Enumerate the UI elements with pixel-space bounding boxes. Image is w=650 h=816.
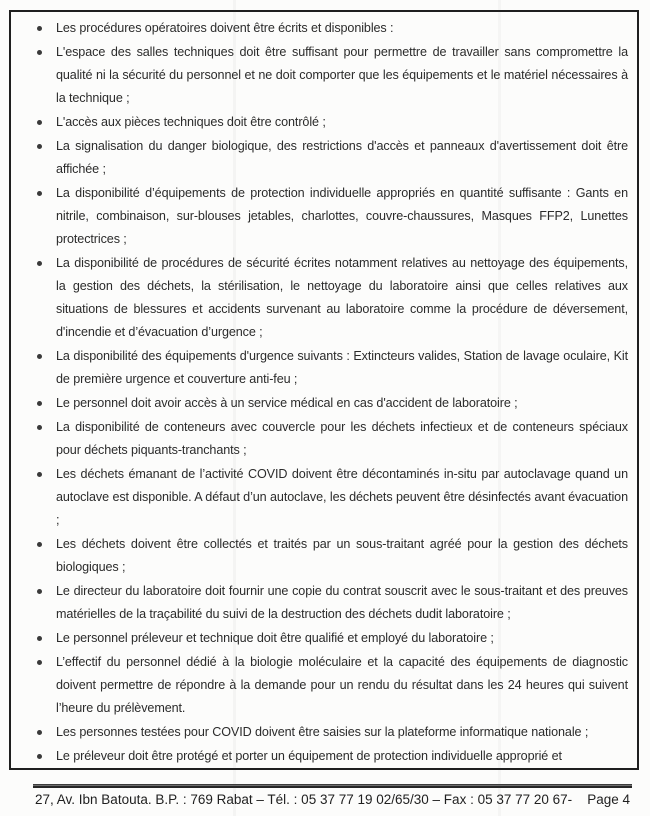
bullet-text: La signalisation du danger biologique, des restrictions d'accès et panneaux d'avertissement doit être affichée ; xyxy=(56,139,628,176)
bullet-text: Les personnes testées pour COVID doivent être saisies sur la plateforme informatique nationale ; xyxy=(56,725,589,739)
bullet-item xyxy=(11,135,628,181)
bullet-icon xyxy=(37,191,42,196)
bullet-icon xyxy=(37,50,42,55)
bullet-item xyxy=(11,463,628,532)
bullet-text: Les déchets émanant de l’activité COVID doivent être décontaminés in-situ par autoclavage quand un autoclave est disponible. A défaut d’un autoclave, les déchets peuvent être désinfectés avant évacuation ; xyxy=(56,467,628,527)
bullet-text: La disponibilité des équipements d'urgence suivants : Extincteurs valides, Station de lavage oculaire, Kit de première urgence et couverture anti-feu ; xyxy=(56,349,628,386)
bullet-icon xyxy=(37,660,42,665)
bullet-item xyxy=(11,392,628,415)
bullet-icon xyxy=(37,425,42,430)
page-number: Page 4 xyxy=(587,792,630,807)
bullet-item xyxy=(11,721,628,744)
bullet-text: Le personnel préleveur et technique doit être qualifié et employé du laboratoire ; xyxy=(56,631,494,645)
bullet-text: Les déchets doivent être collectés et traités par un sous-traitant agréé pour la gestion des déchets biologiques ; xyxy=(56,537,628,574)
bullet-item xyxy=(11,252,628,344)
bullet-item xyxy=(11,580,628,626)
bullet-item xyxy=(11,345,628,391)
bullet-item xyxy=(11,41,628,110)
bullet-text: Les procédures opératoires doivent être écrits et disponibles : xyxy=(56,21,394,35)
bullet-icon xyxy=(37,542,42,547)
bullet-icon xyxy=(37,754,42,759)
bullet-item xyxy=(11,111,628,134)
bullet-item xyxy=(11,533,628,579)
bullet-text: La disponibilité de procédures de sécurité écrites notamment relatives au nettoyage des équipements, la gestion des déchets, la stérilisation, le nettoyage du laboratoire ainsi que celles relatives aux situations de blessures et accidents survenant au laboratoire comme la procédure de déversement, d'incendie et d’évacuation d’urgence ; xyxy=(56,256,628,339)
bullet-text: Le directeur du laboratoire doit fournir une copie du contrat souscrit avec le sous-traitant et des preuves matérielles de la traçabilité du suivi de la destruction des déchets dudit laboratoire ; xyxy=(56,584,628,621)
bullet-item xyxy=(11,651,628,720)
bullet-icon xyxy=(37,730,42,735)
bullet-item xyxy=(11,416,628,462)
bullet-icon xyxy=(37,120,42,125)
bullet-icon xyxy=(37,354,42,359)
bullet-text: L'accès aux pièces techniques doit être contrôlé ; xyxy=(56,115,326,129)
bullet-list xyxy=(11,17,628,768)
bullet-icon xyxy=(37,636,42,641)
bullet-text: La disponibilité d’équipements de protection individuelle appropriés en quantité suffisante : Gants en nitrile, combinaison, sur-blouses jetables, charlottes, couvre-chaussures, Masques FFP2, Lunettes protectrices ; xyxy=(56,186,628,246)
footer-address: 27, Av. Ibn Batouta. B.P. : 769 Rabat – Tél. : 05 37 77 19 02/65/30 – Fax : 05 37 77 20 67- xyxy=(35,792,573,807)
bullet-item xyxy=(11,182,628,251)
bullet-icon xyxy=(37,261,42,266)
bullet-text: L'espace des salles techniques doit être suffisant pour permettre de travailler sans compromettre la qualité ni la sécurité du personnel et ne doit comporter que les équipements et le matériel nécessaires à la technique ; xyxy=(56,45,628,105)
bullet-item xyxy=(11,17,628,40)
bullet-item xyxy=(11,627,628,650)
bullet-text: La disponibilité de conteneurs avec couvercle pour les déchets infectieux et de conteneurs spéciaux pour déchets piquants-tranchants ; xyxy=(56,420,628,457)
bullet-icon xyxy=(37,401,42,406)
bullet-icon xyxy=(37,144,42,149)
bullet-icon xyxy=(37,26,42,31)
bullet-icon xyxy=(37,589,42,594)
bullet-text: Le personnel doit avoir accès à un service médical en cas d'accident de laboratoire ; xyxy=(56,396,518,410)
content-border-box xyxy=(9,10,639,770)
bullet-text: L’effectif du personnel dédié à la biologie moléculaire et la capacité des équipements de diagnostic doivent permettre de répondre à la demande pour un rendu du résultat dans les 24 heures qui suivent l’heure du prélèvement. xyxy=(56,655,628,715)
bullet-icon xyxy=(37,472,42,477)
footer-divider xyxy=(33,784,632,788)
footer xyxy=(35,792,632,807)
bullet-item xyxy=(11,745,628,768)
bullet-text: Le préleveur doit être protégé et porter un équipement de protection individuelle approprié et xyxy=(56,749,562,763)
